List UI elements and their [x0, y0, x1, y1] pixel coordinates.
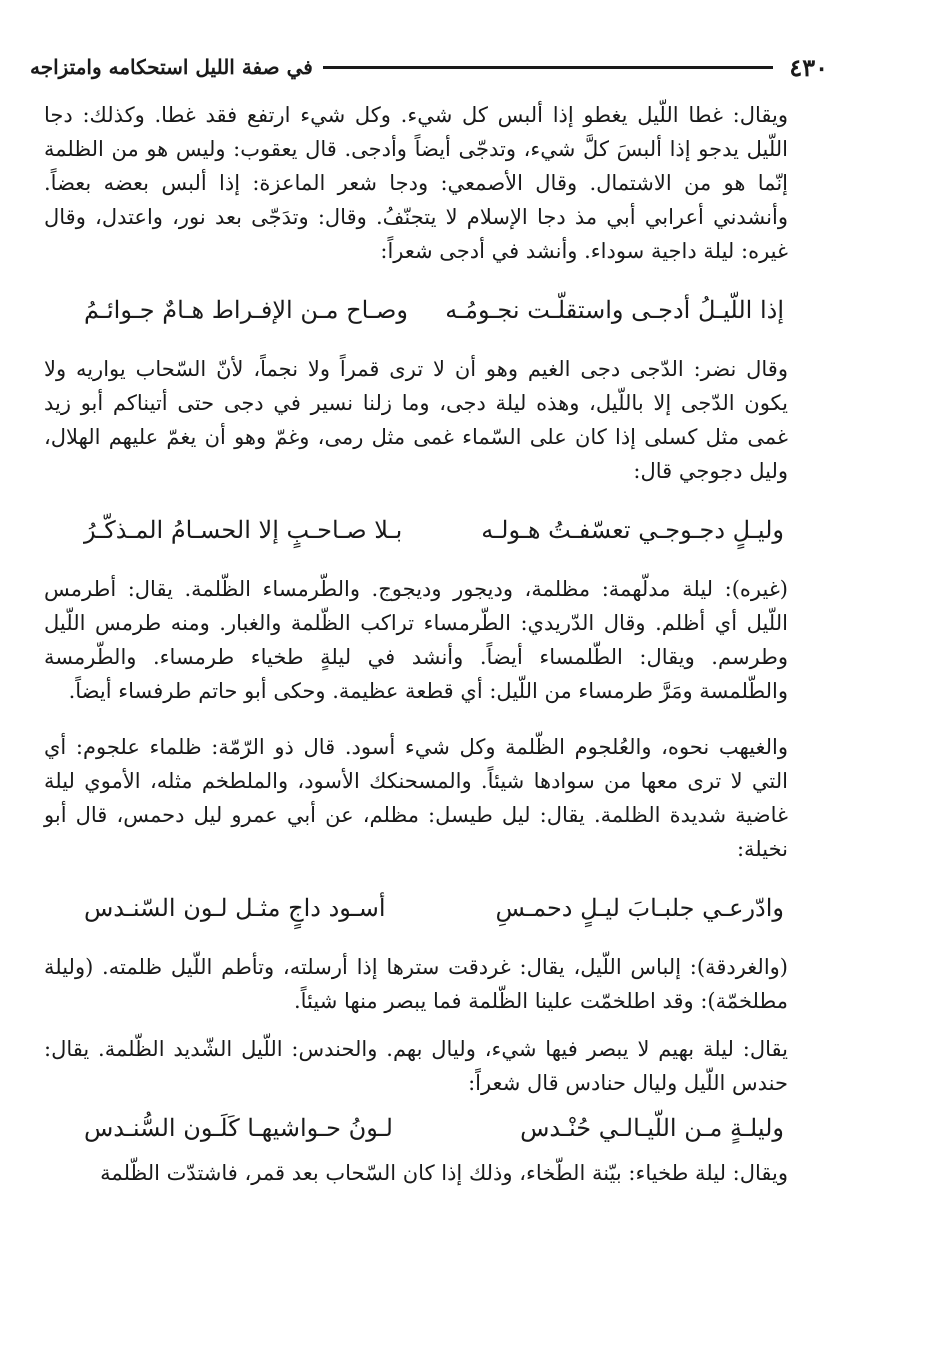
verse-first-hemistich: وادّرعـي جلبـابَ ليـلٍ دحمـسِ — [495, 894, 784, 922]
page-number: ٤٣٠ — [789, 52, 828, 82]
verse-second-hemistich: بـلا صـاحـبٍ إلا الحسـامُ المـذكّـرُ — [84, 516, 403, 544]
header-rule — [323, 66, 773, 69]
paragraph: وقال نضر: الدّجى دجى الغيم وهو أن لا ترى قمراً ولا نجماً، لأنّ السّحاب يواريه ولا يكون الدّجى إلا باللّيل، وهذه ليلة دجى، وما زلنا نسير في دجى حتى أتيناكم أبو زيد غمى مثل كسلى إذا كان على السّماء غمى مثل رمى، وغمّ وهو أن يغمّ عليهم الهلال، وليل دجوجي قال: — [44, 357, 788, 483]
verse-line — [44, 1100, 788, 1156]
verse-second-hemistich: وصـاح مـن الإفـراط هـامٌ جـوائـمُ — [84, 296, 408, 324]
page-body — [44, 98, 788, 1190]
paragraph: ويقال: ليلة طخياء: بيّنة الطّخاء، وذلك إذا كان السّحاب بعد قمر، فاشتدّت الظّلمة — [100, 1161, 788, 1185]
verse-second-hemistich: أسـود داجٍ مثـل لـون السّنـدس — [84, 894, 386, 922]
verse-second-hemistich: لـونُ حـواشيهـا كَلَـون السُّنـدس — [84, 1114, 393, 1142]
running-title: في صفة الليل استحكامه وامتزاجه — [30, 55, 313, 79]
paragraph: والغيهب نحوه، والعُلجوم الظّلمة وكل شيء أسود. قال ذو الرّمّة: ظلماء علجوم: أي التي لا ترى معها من سوادها شيئاً. والمسحنكك الأسود، والملطخم مثله، الأموي ليلة غاضية شديدة الظلمة. يقال: ليل طيسل: مظلم، عن أبي عمرو ليل دحمس، قال أبو نخيلة: — [44, 735, 788, 861]
verse-first-hemistich: وليلـةٍ مـن اللّيـالـي حُنْـدس — [520, 1114, 784, 1142]
paragraph: (والغردقة): إلباس اللّيل، يقال: غردقت سترها إذا أرسلته، وتأطم اللّيل ظلمته. (وليلة مطلخمّة): وقد اطلخمّت علينا الظّلمة فما يبصر منها شيئاً. — [44, 955, 788, 1013]
verse-line — [44, 282, 788, 338]
paragraph: يقال: ليلة بهيم لا يبصر فيها شيء، وليال بهم. والحندس: اللّيل الشّديد الظّلمة. يقال: حندس اللّيل وليال حنادس قال شعراً: — [44, 1037, 788, 1095]
verse-line — [44, 880, 788, 936]
verse-line — [44, 502, 788, 558]
verse-first-hemistich: وليـلٍ دجـوجـي تعسّفـتُ هـولـه — [481, 516, 784, 544]
paragraph: ويقال: غطا اللّيل يغطو إذا ألبس كل شيء. وكل شيء ارتفع فقد غطا. وكذلك: دجا اللّيل يدجو إذا ألبسَ كلَّ شيء، وتدجّى أيضاً وأدجى. قال يعقوب: وليس هو من الظلمة إنّما هو من الاشتمال. وقال الأصمعي: ودجا شعر الماعزة: إذا ألبس بعضه بعضاً. وأنشدني أعرابي أبي مذ دجا الإسلام لا يتجنّفُ. وقال: وتدَجّى بعد نور، واعتدل، وقال غيره: ليلة داجية سوداء. وأنشد في أدجى شعراً: — [44, 103, 788, 263]
verse-first-hemistich: إذا اللّيـلُ أدجـى واستقلّـت نجـومُـه — [445, 296, 784, 324]
page-header — [30, 52, 828, 82]
paragraph: (غيره): ليلة مدلّهمة: مظلمة، وديجور وديجوج. والطّرمساء الظّلمة. يقال: أطرمس اللّيل أي أظلم. وقال الدّريدي: الطّرمساء تراكب الظّلمة والغبار. ومنه طرمس اللّيل وطرسم. ويقال: الطّلمساء أيضاً. وأنشد في ليلةٍ طخياء طرمساء. والطّرمسة والطّلمسة ومَرَّ طرمساء من اللّيل: أي قطعة عظيمة. وحكى أبو حاتم طرفساء أيضاً. — [44, 577, 788, 703]
